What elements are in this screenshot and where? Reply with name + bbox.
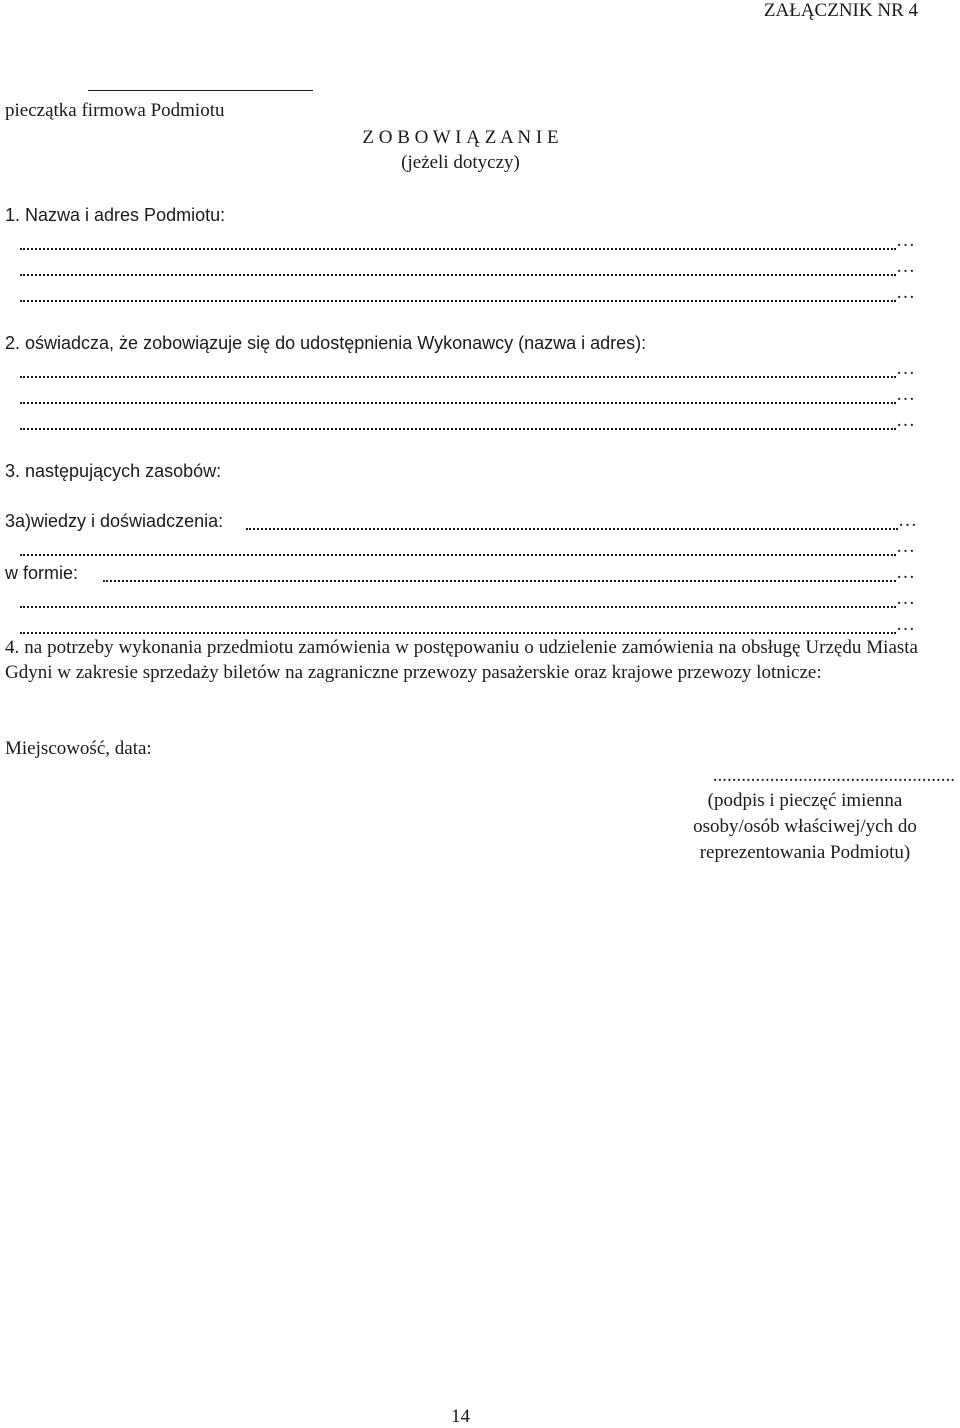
section2-fill-end: … xyxy=(896,384,915,405)
section3-form-fill-end: … xyxy=(896,588,915,609)
section2-fill-line xyxy=(20,402,896,404)
section3-label: 3. następujących zasobów: xyxy=(5,461,222,481)
section3-form-label: w formie: xyxy=(5,563,79,583)
section2-fill-end: … xyxy=(896,410,915,431)
signature-caption-line: reprezentowania Podmiotu) xyxy=(699,842,911,863)
section3-form-fill-line xyxy=(20,632,896,634)
section3a-fill-end: … xyxy=(898,510,917,531)
section4-paragraph: 4. na potrzeby wykonania przedmiotu zamówienia w postępowaniu o udzielenie zamówienia na obsługę Urzędu Miasta Gdyni w zakresie sprzedaży biletów na zagraniczne przewozy pasażerskie oraz krajowe przewozy lotnicze: xyxy=(5,637,918,683)
section1-fill-end: … xyxy=(896,230,915,251)
section3a-fill-end: … xyxy=(896,536,915,557)
section3-form-fill-line xyxy=(20,606,896,608)
section1-fill-line xyxy=(20,274,896,276)
place-date-label: Miejscowość, data: xyxy=(5,738,152,759)
section3a-label: 3a)wiedzy i doświadczenia: xyxy=(5,511,224,531)
section2-fill-end: … xyxy=(896,358,915,379)
section3-form-fill-end: … xyxy=(896,614,915,635)
page-number: 14 xyxy=(451,1406,470,1427)
section2-fill-line xyxy=(20,428,896,430)
section1-fill-end: … xyxy=(896,282,915,303)
signature-caption-line: osoby/osób właściwej/ych do xyxy=(693,816,917,837)
document-subtitle: (jeżeli dotyczy) xyxy=(401,152,520,173)
stamp-label: pieczątka firmowa Podmiotu xyxy=(5,100,225,121)
section1-label: 1. Nazwa i adres Podmiotu: xyxy=(5,205,226,225)
section3-form-fill-line xyxy=(103,580,896,582)
section1-fill-line xyxy=(20,248,896,250)
section3-form-fill-end: … xyxy=(896,562,915,583)
section1-fill-end: … xyxy=(896,256,915,277)
annex-label: ZAŁĄCZNIK NR 4 xyxy=(763,0,918,21)
section1-fill-line xyxy=(20,300,896,302)
section2-label: 2. oświadcza, że zobowiązuje się do udostępnienia Wykonawcy (nazwa i adres): xyxy=(5,333,647,353)
stamp-rule xyxy=(88,90,313,91)
signature-dots: ................................................... xyxy=(712,765,955,786)
section3a-fill-line xyxy=(20,554,896,556)
section2-fill-line xyxy=(20,376,896,378)
section3a-fill-line xyxy=(246,528,898,530)
signature-caption-line: (podpis i pieczęć imienna xyxy=(707,790,903,811)
document-title: Z O B O W I Ą Z A N I E xyxy=(362,127,559,148)
